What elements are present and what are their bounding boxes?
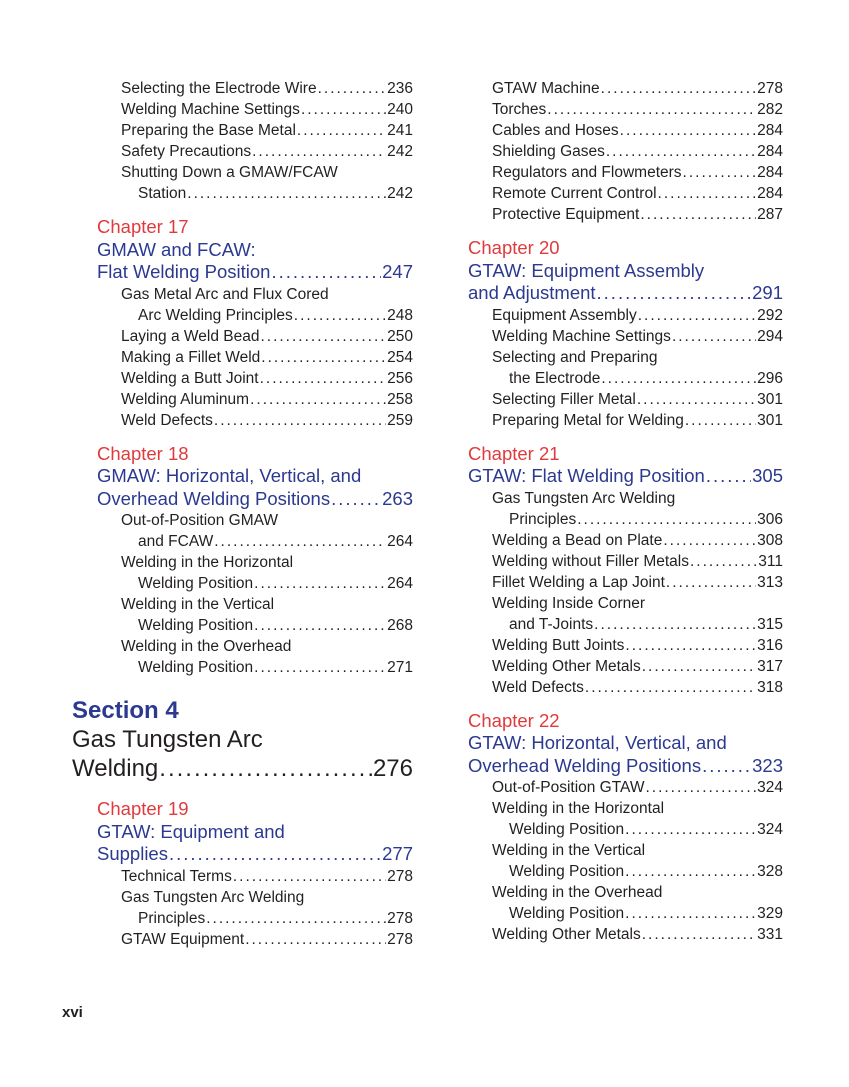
entry-text: Supplies — [97, 843, 168, 864]
chapter-title-line — [443, 465, 783, 488]
chapter-label: Chapter 20 — [468, 237, 560, 258]
toc-entry-line — [72, 594, 413, 615]
entry-text: Preparing the Base Metal — [121, 122, 296, 139]
entry-text: Welding in the Overhead — [492, 884, 663, 901]
toc-entry-line — [72, 183, 413, 204]
chapter-label: Chapter 19 — [97, 798, 189, 819]
page-number: 242 — [387, 143, 413, 160]
chapter-title-line — [72, 488, 413, 511]
toc-entry-line — [443, 488, 783, 509]
toc-entry-line — [443, 99, 783, 120]
entry-text: Welding in the Overhead — [121, 638, 292, 655]
dot-leader — [331, 488, 381, 511]
entry-text: Welding in the Vertical — [492, 842, 646, 859]
toc-entry-line — [72, 573, 413, 594]
entry-text: GTAW Machine — [492, 80, 600, 97]
page-number: 278 — [757, 80, 783, 97]
dot-leader — [260, 368, 387, 389]
page-number: 258 — [387, 390, 413, 408]
page-number: 292 — [757, 306, 783, 324]
dot-leader — [640, 204, 756, 225]
page-number: 306 — [757, 510, 783, 528]
toc-column-right — [443, 78, 783, 945]
toc-block-chapter — [72, 216, 413, 431]
chapter-label: Chapter 18 — [97, 442, 189, 464]
toc-entry-line — [72, 510, 413, 531]
chapter-title-line — [72, 821, 413, 844]
dot-leader — [233, 866, 386, 887]
toc-entry-line — [443, 861, 783, 882]
dot-leader — [261, 347, 386, 368]
entry-text: Welding Machine Settings — [492, 327, 671, 345]
entry-text: Weld Defects — [492, 678, 584, 696]
page-number: 328 — [757, 863, 783, 880]
dot-leader — [672, 326, 756, 347]
page-number: 296 — [757, 369, 783, 387]
entry-text: Principles — [509, 510, 577, 528]
entry-text: Weld Defects — [121, 411, 213, 429]
toc-block-entries — [443, 78, 783, 225]
entry-text: Arc Welding Principles — [138, 306, 293, 324]
dot-leader — [318, 78, 387, 99]
entry-text: Gas Tungsten Arc Welding — [492, 489, 676, 507]
toc-block-chapter — [72, 798, 413, 950]
dot-leader — [245, 929, 386, 950]
entry-text: Shutting Down a GMAW/FCAW — [121, 164, 338, 181]
chapter-title-line — [443, 260, 783, 283]
toc-entry-line — [72, 284, 413, 305]
entry-text: Welding Machine Settings — [121, 101, 300, 118]
toc-entry-line — [443, 656, 783, 677]
toc-entry-line — [443, 572, 783, 593]
toc-entry-line — [72, 410, 413, 431]
entry-text: Protective Equipment — [492, 206, 640, 223]
page-number: 318 — [757, 678, 783, 696]
entry-text: Preparing Metal for Welding — [492, 411, 684, 429]
entry-text: Out-of-Position GMAW — [121, 512, 279, 529]
dot-leader — [642, 656, 756, 677]
toc-block-entries — [72, 78, 413, 204]
entry-text: Welding Other Metals — [492, 926, 641, 943]
entry-text: Making a Fillet Weld — [121, 348, 261, 366]
entry-text: GTAW: Horizontal, Vertical, and — [468, 732, 727, 753]
toc-entry-line — [443, 819, 783, 840]
dot-leader — [690, 551, 757, 572]
page-number: 324 — [757, 821, 783, 838]
page-number: 282 — [757, 101, 783, 118]
entry-text: Welding Position — [138, 659, 254, 676]
toc-entry-line — [443, 204, 783, 225]
page-number: 294 — [757, 327, 783, 345]
toc-entry-line — [443, 798, 783, 819]
entry-text: and Adjustment — [468, 282, 596, 303]
toc-block-section — [72, 696, 413, 783]
entry-text: Out-of-Position GTAW — [492, 779, 645, 796]
dot-leader — [638, 305, 756, 326]
toc-entry-line — [72, 120, 413, 141]
dot-leader — [625, 903, 756, 924]
page-number: 276 — [372, 755, 413, 782]
dot-leader — [606, 141, 756, 162]
entry-text: Welding Aluminum — [121, 390, 250, 408]
page-number: 317 — [757, 657, 783, 675]
dot-leader — [601, 368, 756, 389]
entry-text: Regulators and Flowmeters — [492, 164, 682, 181]
chapter-title-line — [72, 843, 413, 866]
section-title-line — [72, 754, 413, 783]
entry-text: Welding Position — [138, 575, 254, 592]
toc-entry-line — [443, 903, 783, 924]
toc-block-chapter — [443, 710, 783, 946]
chapter-title-line — [72, 465, 413, 488]
toc-entry-line — [443, 593, 783, 614]
chapter-title-line — [443, 755, 783, 778]
dot-leader — [577, 509, 756, 530]
toc-entry-line — [72, 78, 413, 99]
toc-entry-line — [72, 887, 413, 908]
toc-entry-line — [72, 531, 413, 552]
page-number: 242 — [387, 185, 413, 202]
dot-leader — [254, 657, 386, 678]
entry-text: Welding Position — [509, 821, 625, 838]
toc-entry-line — [443, 183, 783, 204]
page-number: 329 — [757, 905, 783, 922]
toc-entry-line — [72, 326, 413, 347]
entry-text: Welding without Filler Metals — [492, 552, 689, 570]
chapter-title-line — [72, 239, 413, 262]
dot-leader — [301, 99, 386, 120]
entry-text: Welding Position — [138, 617, 254, 634]
dot-leader — [187, 183, 386, 204]
page-number: 305 — [752, 465, 783, 486]
toc-entry-line — [72, 99, 413, 120]
toc-entry-line — [443, 162, 783, 183]
entry-text: Welding Position — [509, 863, 625, 880]
dot-leader — [159, 754, 372, 783]
toc-entry-line — [443, 389, 783, 410]
entry-text: GTAW: Flat Welding Position — [468, 465, 705, 486]
toc-column-left — [72, 78, 413, 950]
entry-text: GMAW and FCAW: — [97, 238, 256, 260]
page-number: 278 — [387, 909, 413, 927]
entry-text: Flat Welding Position — [97, 261, 271, 282]
dot-leader — [254, 615, 386, 636]
page-number: 278 — [387, 867, 413, 885]
chapter-title-line — [443, 732, 783, 755]
chapter-label: Chapter 22 — [468, 709, 560, 731]
entry-text: and T-Joints — [509, 615, 594, 633]
dot-leader — [642, 924, 756, 945]
page-number: 301 — [757, 390, 783, 408]
page-number: 240 — [387, 101, 413, 118]
dot-leader — [637, 389, 756, 410]
page-number: 259 — [387, 411, 413, 429]
toc-entry-line — [443, 924, 783, 945]
page-number: 323 — [752, 754, 783, 776]
entry-text: Gas Metal Arc and Flux Cored — [121, 285, 329, 303]
entry-text: Gas Tungsten Arc — [72, 726, 263, 753]
toc-entry-line — [443, 614, 783, 635]
dot-leader — [645, 777, 756, 798]
page-number: 331 — [757, 926, 783, 943]
page-number: 324 — [757, 779, 783, 796]
dot-leader — [260, 326, 386, 347]
page-number: 284 — [757, 122, 783, 139]
toc-entry-line — [443, 326, 783, 347]
toc-block-chapter — [443, 443, 783, 698]
entry-text: Welding Butt Joints — [492, 636, 625, 654]
dot-leader — [169, 843, 381, 866]
dot-leader — [250, 389, 386, 410]
entry-text: Selecting the Electrode Wire — [121, 80, 317, 97]
page-number: 248 — [387, 306, 413, 324]
entry-text: Equipment Assembly — [492, 306, 637, 324]
page-number: 264 — [387, 575, 413, 592]
toc-entry-line — [72, 141, 413, 162]
entry-text: Gas Tungsten Arc Welding — [121, 888, 305, 906]
toc-entry-line — [72, 305, 413, 326]
entry-text: Welding Other Metals — [492, 657, 641, 675]
page-number: 316 — [757, 636, 783, 654]
page-number: 287 — [757, 206, 783, 223]
toc-entry-line — [443, 410, 783, 431]
dot-leader — [297, 120, 386, 141]
entry-text: Overhead Welding Positions — [468, 754, 702, 776]
toc-entry-line — [443, 120, 783, 141]
toc-entry-line — [443, 551, 783, 572]
toc-block-chapter — [72, 443, 413, 679]
page-number: 315 — [757, 615, 783, 633]
page-number: 254 — [387, 348, 413, 366]
dot-leader — [625, 819, 756, 840]
page-number: 268 — [387, 617, 413, 634]
toc-entry-line — [443, 530, 783, 551]
page-number: 278 — [387, 930, 413, 948]
entry-text: Principles — [138, 909, 206, 927]
page-number: 247 — [382, 261, 413, 282]
dot-leader — [625, 861, 756, 882]
toc-entry-line — [443, 305, 783, 326]
page-number: 241 — [387, 122, 413, 139]
dot-leader — [214, 531, 386, 552]
entry-text: Welding — [72, 755, 159, 782]
toc-entry-line — [72, 368, 413, 389]
page-number: 284 — [757, 143, 783, 160]
entry-text: Cables and Hoses — [492, 122, 619, 139]
page-number: 301 — [757, 411, 783, 429]
entry-text: Welding Position — [509, 905, 625, 922]
toc-entry-line — [443, 840, 783, 861]
toc-entry-line — [443, 635, 783, 656]
dot-leader — [683, 162, 757, 183]
entry-text: Remote Current Control — [492, 185, 657, 202]
page-number: 256 — [387, 369, 413, 387]
dot-leader — [594, 614, 756, 635]
toc-entry-line — [443, 509, 783, 530]
entry-text: Shielding Gases — [492, 143, 605, 160]
toc-block-chapter — [443, 237, 783, 431]
entry-text: Selecting Filler Metal — [492, 390, 636, 408]
page-number: 236 — [387, 80, 413, 97]
entry-text: and FCAW — [138, 533, 214, 550]
dot-leader — [206, 908, 386, 929]
page-number: 311 — [758, 552, 783, 570]
toc-entry-line — [72, 866, 413, 887]
entry-text: Welding a Bead on Plate — [492, 531, 663, 549]
entry-text: Selecting and Preparing — [492, 348, 658, 366]
entry-text: Technical Terms — [121, 867, 232, 885]
dot-leader — [620, 120, 756, 141]
chapter-title-line — [443, 282, 783, 305]
entry-text: Welding a Butt Joint — [121, 369, 259, 387]
chapter-label: Chapter 21 — [468, 442, 560, 464]
toc-entry-line — [72, 636, 413, 657]
dot-leader — [294, 305, 386, 326]
page-number: 291 — [752, 282, 783, 303]
toc-entry-line — [72, 347, 413, 368]
dot-leader — [271, 261, 381, 284]
dot-leader — [547, 99, 756, 120]
toc-entry-line — [72, 615, 413, 636]
toc-entry-line — [443, 347, 783, 368]
entry-text: GTAW: Equipment Assembly — [468, 259, 705, 281]
dot-leader — [252, 141, 386, 162]
dot-leader — [597, 282, 752, 305]
page-number-footer: xvi — [62, 1004, 83, 1021]
toc-entry-line — [72, 908, 413, 929]
toc-entry-line — [443, 882, 783, 903]
page-number: 308 — [757, 531, 783, 549]
dot-leader — [663, 530, 756, 551]
toc-entry-line — [72, 552, 413, 573]
dot-leader — [254, 573, 386, 594]
toc-entry-line — [443, 78, 783, 99]
entry-text: Welding in the Horizontal — [121, 554, 294, 571]
dot-leader — [658, 183, 757, 204]
dot-leader — [702, 755, 751, 778]
entry-text: Welding Inside Corner — [492, 594, 646, 612]
toc-entry-line — [72, 929, 413, 950]
chapter-label: Chapter 17 — [97, 216, 189, 237]
entry-text: Welding in the Vertical — [121, 596, 275, 613]
page-number: 263 — [382, 487, 413, 509]
toc-entry-line — [72, 162, 413, 183]
entry-text: GTAW Equipment — [121, 930, 245, 948]
entry-text: Torches — [492, 101, 547, 118]
chapter-title-line — [72, 261, 413, 284]
entry-text: the Electrode — [509, 369, 601, 387]
page-number: 277 — [382, 843, 413, 864]
dot-leader — [666, 572, 756, 593]
page-number: 264 — [387, 533, 413, 550]
toc-entry-line — [72, 657, 413, 678]
toc-entry-line — [443, 141, 783, 162]
section-label: Section 4 — [72, 697, 179, 724]
dot-leader — [585, 677, 756, 698]
entry-text: GMAW: Horizontal, Vertical, and — [97, 465, 362, 486]
toc-entry-line — [443, 677, 783, 698]
entry-text: Fillet Welding a Lap Joint — [492, 573, 665, 591]
toc-entry-line — [443, 368, 783, 389]
page-number: 284 — [757, 185, 783, 202]
entry-text: Safety Precautions — [121, 143, 252, 160]
dot-leader — [214, 410, 386, 431]
page-number: 250 — [387, 327, 413, 345]
toc-entry-line — [72, 389, 413, 410]
page-number: 313 — [757, 573, 783, 591]
entry-text: Overhead Welding Positions — [97, 487, 331, 509]
section-title-line — [72, 725, 413, 754]
entry-text: Laying a Weld Bead — [121, 327, 260, 345]
entry-text: Welding in the Horizontal — [492, 800, 665, 817]
dot-leader — [685, 410, 756, 431]
dot-leader — [625, 635, 756, 656]
entry-text: GTAW: Equipment and — [97, 820, 285, 842]
entry-text: Station — [138, 185, 187, 202]
page-number: 271 — [387, 659, 413, 676]
page-number: 284 — [757, 164, 783, 181]
dot-leader — [601, 78, 756, 99]
dot-leader — [706, 465, 751, 488]
toc-entry-line — [443, 777, 783, 798]
